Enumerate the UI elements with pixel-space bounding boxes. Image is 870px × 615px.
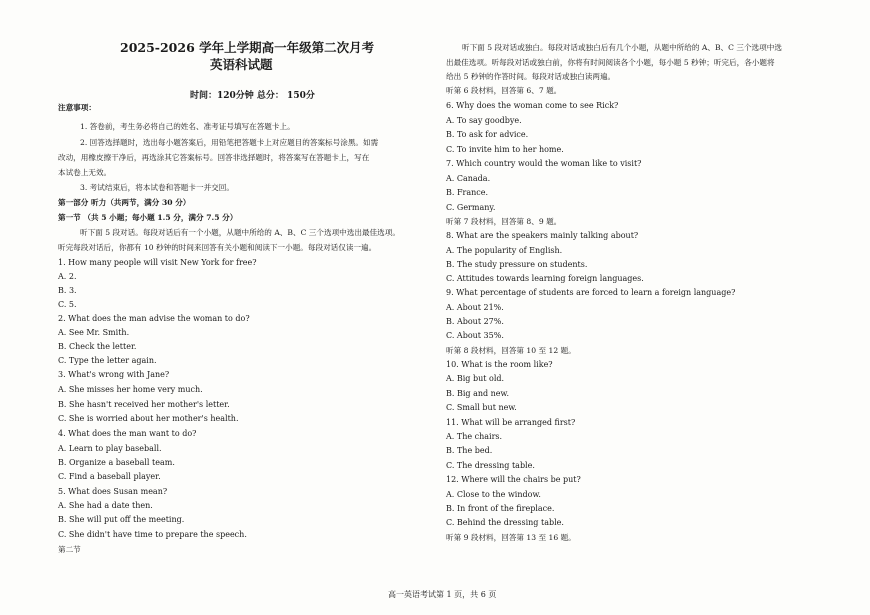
text-line: 4. What does the man want to do? (58, 429, 197, 438)
text-line: A. About 21%. (446, 303, 504, 312)
text-line: 1. 答卷前，考生务必将自己的姓名、准考证号填写在答题卡上。 (80, 122, 295, 131)
text-line: A. Learn to play baseball. (58, 444, 162, 453)
text-line: B. Organize a baseball team. (58, 458, 175, 467)
text-line: C. Attitudes towards learning foreign languages. (446, 274, 644, 283)
text-line: 5. What does Susan mean? (58, 487, 168, 496)
text-line: C. To invite him to her home. (446, 145, 564, 154)
text-line: C. Small but new. (446, 403, 517, 412)
exam-title: 2025-2026 学年上学期高一年级第二次月考 (120, 40, 375, 55)
exam-subtitle: 英语科试题 (210, 57, 273, 72)
text-line: 3. What's wrong with Jane? (58, 370, 170, 379)
text-line: B. To ask for advice. (446, 130, 529, 139)
text-line: A. The popularity of English. (446, 246, 563, 255)
text-line: A. The chairs. (446, 432, 503, 441)
text-line: 给出 5 秒钟的作答时间。每段对话或独白读两遍。 (446, 72, 616, 81)
text-line: 11. What will be arranged first? (446, 418, 576, 427)
text-line: 6. Why does the woman come to see Rick? (446, 101, 619, 110)
text-line: B. The study pressure on students. (446, 260, 588, 269)
text-line: 8. What are the speakers mainly talking about? (446, 231, 639, 240)
text-line: C. She is worried about her mother's health. (58, 414, 239, 423)
text-line: A. She misses her home very much. (58, 385, 203, 394)
text-line: 第一部分 听力（共两节，满分 30 分） (58, 198, 191, 207)
text-line: A. To say goodbye. (446, 116, 522, 125)
text-line: C. The dressing table. (446, 461, 535, 470)
text-line: A. 2. (58, 272, 77, 281)
text-line: C. Germany. (446, 203, 496, 212)
text-line: 3. 考试结束后，将本试卷和答题卡一并交回。 (80, 183, 234, 192)
text-line: 7. Which country would the woman like to visit? (446, 159, 642, 168)
text-line: C. She didn't have time to prepare the speech. (58, 530, 247, 539)
text-line: B. About 27%. (446, 317, 504, 326)
text-line: 2. 回答选择题时，选出每小题答案后，用铅笔把答题卡上对应题目的答案标号涂黑。如需 (80, 138, 379, 147)
text-line: 2. What does the man advise the woman to do? (58, 314, 250, 323)
text-line: B. 3. (58, 286, 77, 295)
text-line: 本试卷上无效。 (58, 168, 112, 177)
text-line: 听第 9 段材料，回答第 13 至 16 题。 (446, 533, 576, 542)
text-line: 听第 7 段材料，回答第 8、9 题。 (446, 217, 562, 226)
text-line: C. Find a baseball player. (58, 472, 161, 481)
text-line: 注意事项： (58, 103, 96, 112)
text-line: 听下面 5 段对话。每段对话后有一个小题，从题中所给的 A、B、C 三个选项中选出最佳选项。 (80, 228, 400, 237)
text-line: A. Canada. (446, 174, 491, 183)
text-line: B. She will put off the meeting. (58, 515, 185, 524)
text-line: B. Big and new. (446, 389, 509, 398)
text-line: 听完每段对话后，你都有 10 秒钟的时间来回答有关小题和阅读下一小题。每段对话仅读一遍。 (58, 243, 377, 252)
text-line: A. She had a date then. (58, 501, 153, 510)
text-line: C. About 35%. (446, 331, 504, 340)
text-line: B. Check the letter. (58, 342, 137, 351)
text-line: A. Close to the window. (446, 490, 541, 499)
text-line: 听下面 5 段对话或独白。每段对话或独白后有几个小题，从题中所给的 A、B、C 三个选项中选 (462, 43, 782, 52)
text-line: C. Behind the dressing table. (446, 518, 564, 527)
text-line: 改动，用橡皮擦干净后，再选涂其它答案标号。回答非选择题时，将答案写在答题卡上，写在 (58, 153, 370, 162)
text-line: 第一节 （共 5 小题；每小题 1.5 分，满分 7.5 分） (58, 213, 238, 222)
text-line: 第二节 (58, 545, 81, 554)
text-line: 出最佳选项。听每段对话或独白前，你将有时间阅读各个小题，每小题 5 秒钟；听完后，各小题将 (446, 58, 775, 67)
text-line: 听第 8 段材料，回答第 10 至 12 题。 (446, 346, 576, 355)
text-line: C. Type the letter again. (58, 356, 157, 365)
text-line: A. See Mr. Smith. (58, 328, 130, 337)
text-line: 听第 6 段材料，回答第 6、7 题。 (446, 86, 562, 95)
text-line: B. The bed. (446, 446, 493, 455)
text-line: A. Big but old. (446, 374, 505, 383)
text-line: 9. What percentage of students are forced to learn a foreign language? (446, 288, 736, 297)
text-line: 10. What is the room like? (446, 360, 553, 369)
text-line: B. In front of the fireplace. (446, 504, 555, 513)
text-line: B. She hasn't received her mother's letter. (58, 400, 230, 409)
text-line: 1. How many people will visit New York for free? (58, 258, 257, 267)
text-line: 12. Where will the chairs be put? (446, 475, 581, 484)
text-line: B. France. (446, 188, 489, 197)
exam-time-info: 时间：120分钟 总分： 150分 (190, 91, 315, 101)
text-line: C. 5. (58, 300, 77, 309)
page-footer: 高一英语考试第 1 页，共 6 页 (388, 590, 497, 599)
